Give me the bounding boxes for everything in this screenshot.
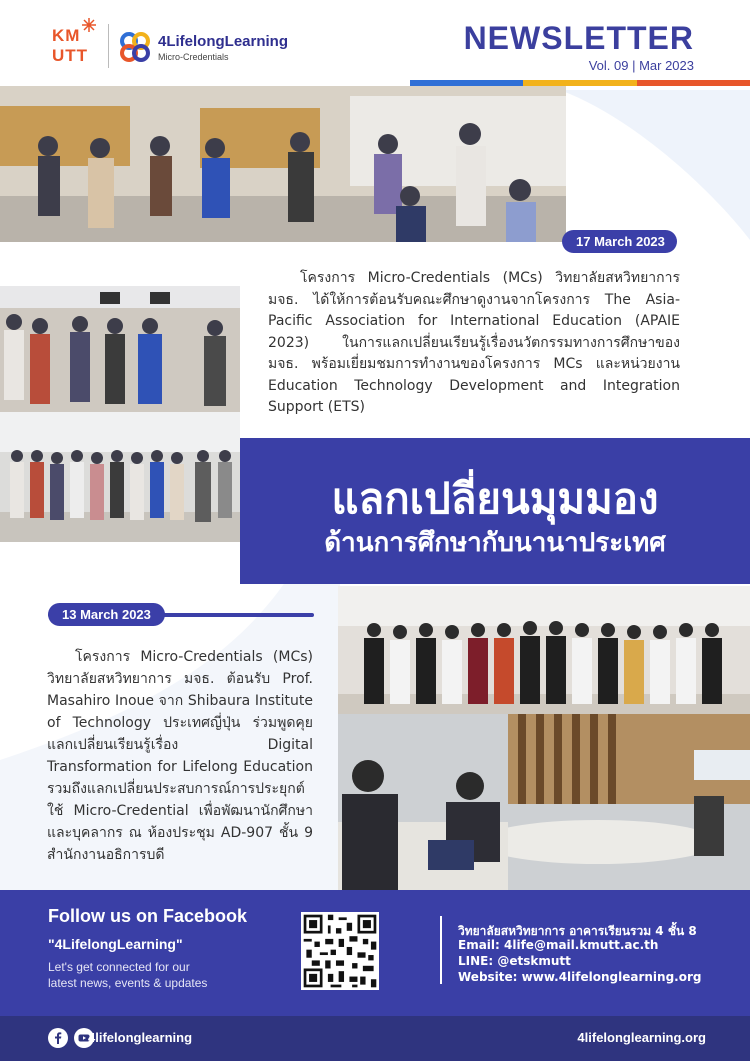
site-url[interactable]: 4lifelonglearning.org	[577, 1030, 706, 1045]
follow-tagline-1: Let's get connected for our	[48, 960, 190, 974]
headline-line1: แลกเปลี่ยนมุมมอง	[331, 474, 659, 523]
brand-name: 4LifelongLearning	[158, 33, 289, 50]
photo-shibaura-group	[338, 586, 750, 714]
brand-subtitle: Micro-Credentials	[158, 52, 229, 62]
newsletter-issue: Vol. 09 | Mar 2023	[588, 58, 694, 73]
lifelong-learning-logo	[118, 30, 152, 64]
kmutt-logo: KM UTT	[52, 18, 98, 68]
social-handle[interactable]: 4lifelonglearning	[88, 1030, 193, 1045]
article2-date-badge: 13 March 2023	[48, 603, 165, 626]
newsletter-title: NEWSLETTER	[463, 20, 694, 56]
article1-date-badge: 17 March 2023	[562, 230, 677, 253]
contact-address: วิทยาลัยสหวิทยาการ อาคารเรียนรวม 4 ชั้น 8	[458, 924, 697, 938]
contact-email[interactable]: Email: 4life@mail.kmutt.ac.th	[458, 938, 659, 952]
qr-code[interactable]	[301, 912, 379, 990]
photo-apaie-group-photo	[0, 412, 240, 542]
photo-apaie-visit-group	[0, 286, 240, 412]
follow-tagline-2: latest news, events & updates	[48, 976, 208, 990]
contact-line[interactable]: LINE: @etskmutt	[458, 954, 571, 968]
follow-handle[interactable]: "4LifelongLearning"	[48, 936, 183, 952]
article1-body: โครงการ Micro-Credentials (MCs) วิทยาลัยสหวิทยาการ มจธ. ได้ให้การต้อนรับคณะศึกษาดูงานจากโครงการ The Asia-Pacific Association for International Education (APAIE 2023) ในการแลกเปลี่ยนเรียนรู้เรื่องนวัตกรรมทางการศึกษาของ มจธ. พร้อมเยี่ยมชมการทำงานของโครงการ MCs และหน่วยงาน Education Technology Development and Integration Support (ETS)	[268, 270, 680, 415]
header-divider	[108, 24, 109, 68]
contact-website[interactable]: Website: www.4lifelonglearning.org	[458, 970, 702, 984]
follow-title: Follow us on Facebook	[48, 906, 248, 926]
photo-apaie-visit-main	[0, 86, 566, 242]
facebook-icon[interactable]	[48, 1028, 68, 1048]
photo-shibaura-meeting	[338, 714, 750, 890]
contact-divider	[440, 916, 442, 984]
headline-line2: ด้านการศึกษากับนานาประเทศ	[324, 528, 666, 558]
article2-body: โครงการ Micro-Credentials (MCs) วิทยาลัยสหวิทยาการ มจธ. ต้อนรับ Prof. Masahiro Inoue จาก Shibaura Institute of Technology ประเทศญี่ปุ่น ร่วมพูดคุยแลกเปลี่ยนเรียนรู้เรื่อง Digital Transformation for Lifelong Education รวมถึงแลกเปลี่ยนประสบการณ์การประยุกต์ใช้ Micro-Credential เพื่อพัฒนานักศึกษาและบุคลากร ณ ห้องประชุม AD-907 ชั้น 9 สำนักงานอธิการบดี	[47, 649, 313, 863]
